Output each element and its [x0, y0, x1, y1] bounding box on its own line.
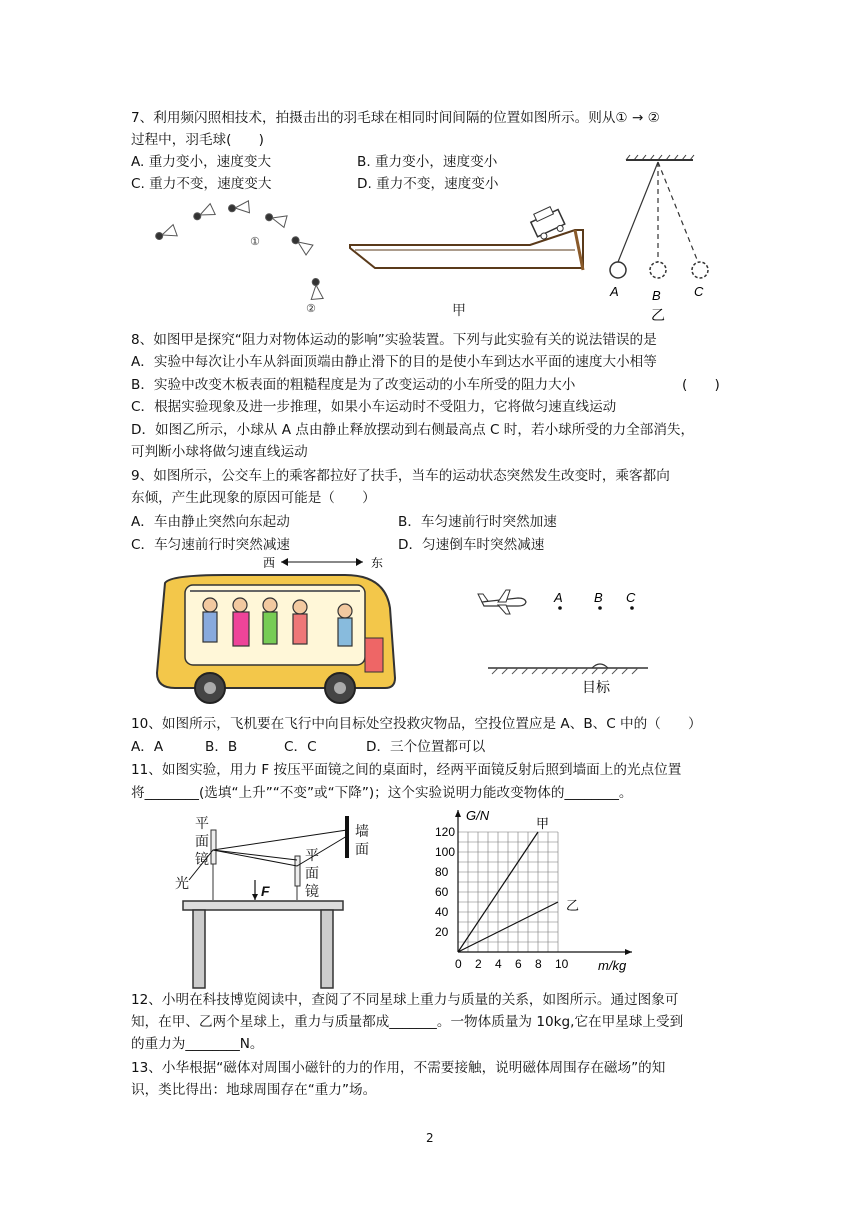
y-axis-arrow: [455, 810, 461, 817]
shuttlecock-figure: [140, 190, 345, 325]
q8-option-d-line1: D．如图乙所示，小球从 A 点由静止释放摆动到右侧最高点 C 时，若小球所受的力全部消失，: [131, 422, 695, 438]
q7-option-c: C. 重力不变，速度变大: [131, 176, 272, 192]
series-label-1: 甲: [536, 816, 550, 831]
series-label-2: 乙: [566, 898, 580, 913]
q10-option-d: D．三个位置都可以: [366, 739, 486, 755]
mirror2-char-1: 平: [305, 847, 319, 863]
y-tick-label: 120: [435, 825, 456, 839]
q9-line1: 9、如图所示，公交车上的乘客都拉好了扶手，当车的运动状态突然发生改变时，乘客都向: [131, 468, 670, 484]
figure-yi-label: 乙: [651, 307, 665, 323]
pendulum-point-c: C: [694, 284, 704, 299]
q10-option-b: B．B: [205, 739, 238, 755]
q7-option-d: D. 重力不变，速度变小: [357, 176, 499, 192]
pendulum-point-b: B: [652, 288, 661, 303]
drop-point-a: A: [554, 590, 563, 605]
drop-point-b: B: [594, 590, 603, 605]
x-tick-label: 10: [555, 957, 569, 971]
q9-option-a: A．车由静止突然向东起动: [131, 514, 290, 530]
light-label: 光: [175, 875, 189, 891]
q7-option-a: A. 重力变小，速度变大: [131, 154, 272, 170]
q8-answer-blank: ( ): [682, 377, 720, 393]
q8-option-d-line2: 可判断小球将做匀速直线运动: [131, 444, 308, 460]
y-tick-label: 100: [435, 845, 456, 859]
q8-option-a: A．实验中每次让小车从斜面顶端由静止滑下的目的是使小车到达水平面的速度大小相等: [131, 354, 657, 370]
x-tick-label: 4: [495, 957, 502, 971]
x-tick-label: 6: [515, 957, 522, 971]
q10-option-a: A．A: [131, 739, 164, 755]
wall-char-1: 墙: [355, 823, 369, 839]
mirror2-char-2: 面: [305, 865, 319, 881]
q8-option-c: C．根据实验现象及进一步推理，如果小车运动时不受阻力，它将做匀速直线运动: [131, 399, 617, 415]
chart-ticks: [435, 825, 569, 971]
mark-2: ②: [306, 303, 316, 315]
q10-stem: 10、如图所示，飞机要在飞行中向目标处空投救灾物品，空投位置应是 A、B、C 中的（ ）: [131, 716, 702, 732]
chart-grid: [458, 832, 558, 952]
page-number: 2: [426, 1131, 434, 1145]
figure-jia-label: 甲: [452, 302, 466, 318]
gravity-mass-chart: [420, 806, 645, 976]
q12-line3: 的重力为________N。: [131, 1036, 264, 1052]
y-tick-label: 40: [435, 905, 449, 919]
x-axis-arrow: [625, 949, 632, 955]
x-tick-label: 2: [475, 957, 482, 971]
chart-x-axis-label: m/kg: [598, 958, 627, 973]
plane-icon: [478, 590, 526, 614]
q12-line2: 知，在甲、乙两个星球上，重力与质量都成_______。一物体质量为 10kg,它在甲星球上受到: [131, 1014, 684, 1030]
q12-line1: 12、小明在科技博览阅读中，查阅了不同星球上重力与质量的关系，如图所示。通过图象可: [131, 992, 679, 1008]
pendulum-point-a: A: [610, 284, 619, 299]
x-tick-label: 0: [455, 957, 462, 971]
drop-point-c: C: [626, 590, 636, 605]
mirror1-char-3: 镜: [195, 851, 209, 867]
q13-line2: 识，类比得出：地球周围存在“重力”场。: [131, 1082, 377, 1098]
q9-line2: 东倾，产生此现象的原因可能是（ ）: [131, 490, 376, 506]
incline-figure: [345, 190, 590, 325]
mirror-figure: [175, 808, 380, 990]
q8-option-b: B．实验中改变木板表面的粗糙程度是为了改变运动的小车所受的阻力大小: [131, 377, 576, 393]
q9-option-b: B．车匀速前行时突然加速: [398, 514, 557, 530]
force-label: F: [261, 883, 270, 899]
q11-line1: 11、如图实验，用力 F 按压平面镜之间的桌面时，经两平面镜反射后照到墙面上的光点位置: [131, 762, 682, 778]
direction-east: 东: [371, 556, 384, 570]
q9-option-d: D．匀速倒车时突然减速: [398, 537, 545, 553]
direction-west: 西: [263, 556, 276, 570]
y-tick-label: 60: [435, 885, 449, 899]
wall-char-2: 面: [355, 841, 369, 857]
mirror1-char-2: 面: [195, 833, 209, 849]
q8-stem: 8、如图甲是探究“阻力对物体运动的影响”实验装置。下列与此实验有关的说法错误的是: [131, 332, 657, 348]
q9-option-c: C．车匀速前行时突然减速: [131, 537, 291, 553]
x-tick-label: 8: [535, 957, 542, 971]
q10-option-c: C．C: [284, 739, 317, 755]
chart-series: [458, 816, 579, 952]
mirror1-char-1: 平: [195, 815, 209, 831]
q7-line2: 过程中，羽毛球( ): [131, 132, 264, 148]
chart-y-axis-label: G/N: [466, 808, 490, 823]
y-tick-label: 80: [435, 865, 449, 879]
bus-figure: [145, 553, 405, 705]
mark-1: ①: [250, 236, 260, 248]
plane-figure: [470, 580, 660, 700]
pendulum-figure: [598, 152, 733, 324]
q7-option-b: B. 重力变小，速度变小: [357, 154, 498, 170]
q7-line1: 7、利用频闪照相技术，拍摄击出的羽毛球在相同时间间隔的位置如图所示。则从① → ②: [131, 110, 660, 126]
mirror2-char-3: 镜: [305, 883, 319, 899]
q11-line2: 将________(选填“上升”“不变”或“下降”)；这个实验说明力能改变物体的________。: [131, 785, 633, 801]
y-tick-label: 20: [435, 925, 449, 939]
target-label: 目标: [582, 679, 610, 695]
q13-line1: 13、小华根据“磁体对周围小磁针的力的作用，不需要接触，说明磁体周围存在磁场”的知: [131, 1060, 666, 1076]
